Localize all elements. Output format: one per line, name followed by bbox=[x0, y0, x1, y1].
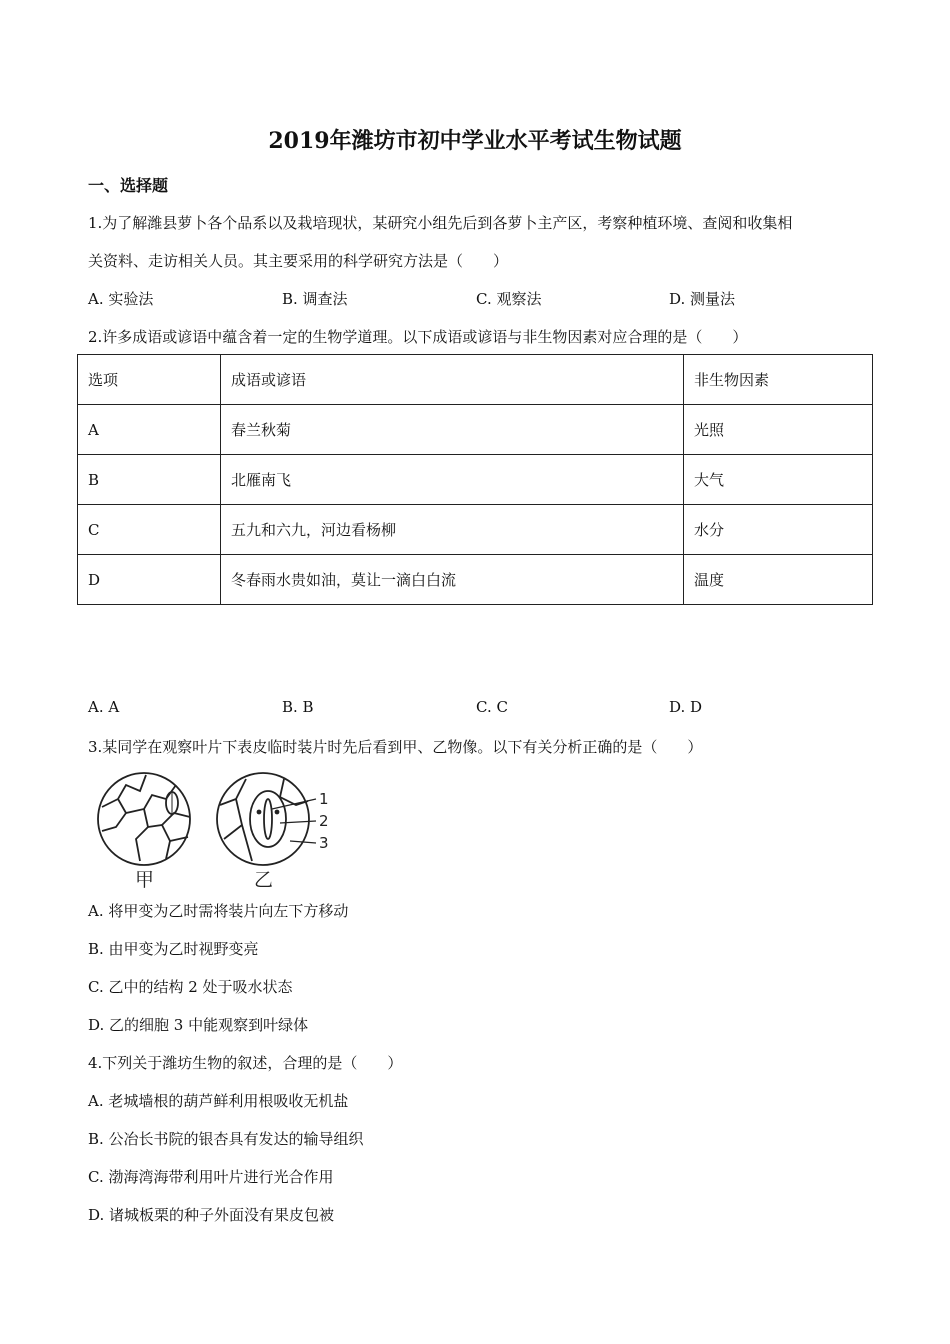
q4-option-a: A. 老城墙根的葫芦鲜利用根吸收无机盐 bbox=[88, 1092, 349, 1110]
table-header-cell: 成语或谚语 bbox=[221, 355, 684, 405]
question-2-table bbox=[77, 354, 873, 605]
table-cell: B bbox=[78, 455, 221, 505]
figure-label-1: 1 bbox=[319, 790, 329, 808]
table-cell: 水分 bbox=[684, 505, 873, 555]
table-cell: 温度 bbox=[684, 555, 873, 605]
q1-option-c: C. 观察法 bbox=[476, 290, 542, 308]
figure-label-3: 3 bbox=[319, 834, 329, 852]
page-title: 2019年潍坊市初中学业水平考试生物试题 bbox=[268, 128, 682, 154]
field-of-view-jia bbox=[98, 773, 190, 865]
q1-option-a: A. 实验法 bbox=[88, 290, 154, 308]
stoma-yi bbox=[264, 799, 272, 839]
table-cell: 光照 bbox=[684, 405, 873, 455]
question-1-line-2: 关资料、走访相关人员。其主要采用的科学研究方法是（ ） bbox=[88, 252, 509, 270]
q4-option-c: C. 渤海湾海带利用叶片进行光合作用 bbox=[88, 1168, 334, 1186]
q2-option-b: B. B bbox=[282, 698, 314, 716]
table-header-cell: 非生物因素 bbox=[684, 355, 873, 405]
figure-label-2: 2 bbox=[319, 812, 329, 830]
q3-option-a: A. 将甲变为乙时需将装片向左下方移动 bbox=[88, 902, 349, 920]
q2-option-d: D. D bbox=[669, 698, 703, 716]
q2-option-c: C. C bbox=[476, 698, 508, 716]
q3-option-c: C. 乙中的结构 2 处于吸水状态 bbox=[88, 978, 293, 996]
table-cell: C bbox=[78, 505, 221, 555]
q3-option-d: D. 乙的细胞 3 中能观察到叶绿体 bbox=[88, 1016, 309, 1034]
table-row bbox=[78, 505, 873, 555]
table-cell: 冬春雨水贵如油，莫让一滴白白流 bbox=[221, 555, 684, 605]
microscope-view-figure bbox=[96, 765, 346, 891]
table-cell: 大气 bbox=[684, 455, 873, 505]
q1-option-d: D. 测量法 bbox=[669, 290, 736, 308]
q3-option-b: B. 由甲变为乙时视野变亮 bbox=[88, 940, 259, 958]
table-cell: D bbox=[78, 555, 221, 605]
table-row bbox=[78, 405, 873, 455]
table-row bbox=[78, 555, 873, 605]
table-cell: A bbox=[78, 405, 221, 455]
table-header-row bbox=[78, 355, 873, 405]
q4-option-b: B. 公冶长书院的银杏具有发达的输导组织 bbox=[88, 1130, 364, 1148]
table-row bbox=[78, 455, 873, 505]
question-4-text: 4.下列关于潍坊生物的叙述，合理的是（ ） bbox=[88, 1054, 403, 1072]
q4-option-d: D. 诸城板栗的种子外面没有果皮包被 bbox=[88, 1206, 335, 1224]
field-of-view-yi bbox=[217, 773, 309, 865]
question-3-text: 3.某同学在观察叶片下表皮临时装片时先后看到甲、乙物像。以下有关分析正确的是（ ） bbox=[88, 738, 703, 756]
q1-option-b: B. 调查法 bbox=[282, 290, 348, 308]
figure-caption-yi: 乙 bbox=[254, 869, 274, 891]
table-cell: 春兰秋菊 bbox=[221, 405, 684, 455]
q2-option-a: A. A bbox=[88, 698, 120, 716]
table-cell: 北雁南飞 bbox=[221, 455, 684, 505]
table-header-cell: 选项 bbox=[78, 355, 221, 405]
question-1-line-1: 1.为了解潍县萝卜各个品系以及栽培现状，某研究小组先后到各萝卜主产区，考察种植环境、查阅和收集相 bbox=[88, 214, 793, 232]
figure-caption-jia: 甲 bbox=[135, 869, 155, 891]
table-cell: 五九和六九，河边看杨柳 bbox=[221, 505, 684, 555]
question-2-text: 2.许多成语或谚语中蕴含着一定的生物学道理。以下成语或谚语与非生物因素对应合理的是（ ） bbox=[88, 328, 748, 346]
section-heading: 一、选择题 bbox=[88, 176, 169, 195]
